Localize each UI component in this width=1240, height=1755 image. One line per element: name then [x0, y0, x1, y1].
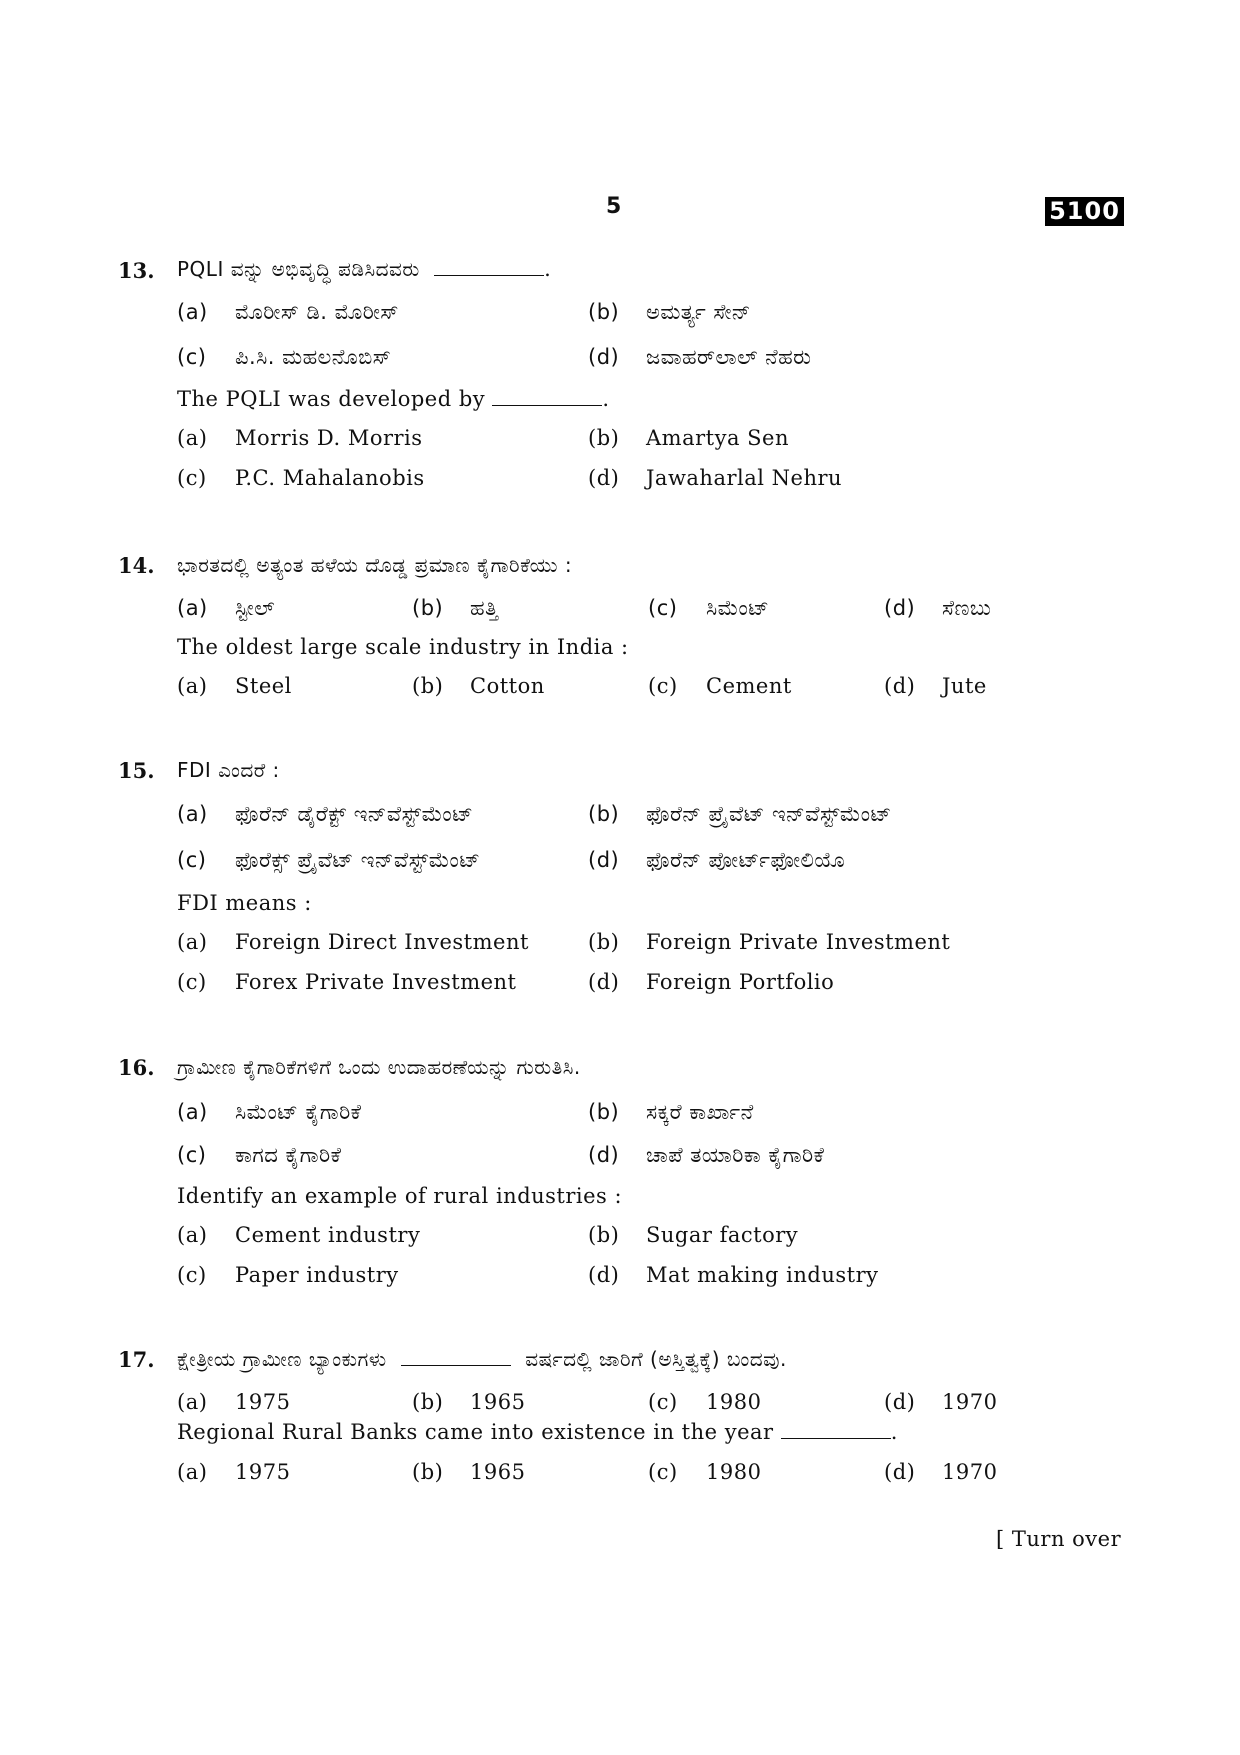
option-label: (a) [177, 426, 208, 450]
option-en-c [177, 1263, 399, 1287]
option-text: ಫೊರೆನ್ ಡೈರೆಕ್ಟ್ ಇನ್‌ವೆಸ್ಟ್‌ಮೆಂಟ್ [235, 802, 474, 826]
question-number: 13. [118, 258, 155, 283]
option-text: ಚಾಪೆ ತಯಾರಿಕಾ ಕೈಗಾರಿಕೆ [646, 1143, 825, 1167]
option-text: 1965 [470, 1460, 526, 1484]
option-kn-a [177, 1100, 361, 1125]
question-number: 16. [118, 1055, 155, 1080]
option-text: 1975 [235, 1390, 291, 1414]
option-kn-b [412, 596, 498, 621]
option-text: ಸಕ್ಕರೆ ಕಾರ್ಖಾನೆ [646, 1100, 754, 1124]
option-label: (a) [177, 802, 208, 826]
option-kn-c [177, 345, 391, 370]
option-kn-b [588, 300, 751, 325]
stem-text: PQLI ವನ್ನು ಅಭಿವೃದ್ಧಿ ಪಡಿಸಿದವರು [177, 257, 420, 281]
option-en-d [588, 466, 842, 490]
turn-over-note: [ Turn over [996, 1527, 1122, 1551]
option-text: Jute [942, 674, 987, 698]
option-text: Morris D. Morris [235, 426, 423, 450]
option-text: ಅಮರ್ತ್ಯ ಸೇನ್ [646, 300, 751, 324]
option-text: 1980 [706, 1390, 762, 1414]
option-text: Foreign Private Investment [646, 930, 951, 954]
option-text: ಸಿಮೆಂಟ್ [706, 596, 770, 620]
answer-blank [401, 1347, 511, 1366]
option-kn-c [177, 1143, 341, 1168]
stem-text: The PQLI was developed by [177, 387, 486, 411]
option-en-d [588, 970, 834, 994]
option-kn-b [412, 1390, 525, 1414]
option-kn-b [588, 1100, 754, 1125]
option-kn-d [588, 848, 845, 873]
option-label: (c) [177, 1263, 207, 1287]
question-stem-en: Identify an example of rural industries : [177, 1184, 623, 1208]
option-label: (b) [588, 300, 620, 324]
option-label: (d) [588, 848, 620, 872]
stem-text: Regional Rural Banks came into existence in the year [177, 1420, 774, 1444]
option-kn-c [648, 1390, 761, 1414]
option-label: (d) [588, 466, 620, 490]
option-label: (a) [177, 1100, 208, 1124]
question-number: 17. [118, 1347, 155, 1372]
option-en-a [177, 1460, 290, 1484]
option-label: (b) [588, 1223, 620, 1247]
option-text: Sugar factory [646, 1223, 799, 1247]
option-text: ಹತ್ತಿ [470, 596, 499, 620]
option-kn-a [177, 300, 399, 325]
option-label: (d) [588, 1263, 620, 1287]
question-number: 15. [118, 758, 155, 783]
option-label: (b) [412, 674, 444, 698]
option-text: Amartya Sen [646, 426, 789, 450]
option-label: (c) [648, 674, 678, 698]
option-text: Foreign Direct Investment [235, 930, 529, 954]
option-label: (d) [884, 1460, 916, 1484]
option-en-c [648, 674, 792, 698]
question-stem-en: The oldest large scale industry in India : [177, 635, 629, 659]
option-en-d [884, 1460, 997, 1484]
question-stem-kn: FDI ಎಂದರೆ : [177, 758, 280, 782]
option-text: 1965 [470, 1390, 526, 1414]
option-text: 1970 [942, 1390, 998, 1414]
option-text: Cement [706, 674, 792, 698]
option-kn-c [648, 596, 769, 621]
option-text: Mat making industry [646, 1263, 879, 1287]
option-text: ಸಿಮೆಂಟ್ ಕೈಗಾರಿಕೆ [235, 1100, 362, 1124]
option-label: (c) [648, 1460, 678, 1484]
option-label: (a) [177, 1460, 208, 1484]
option-en-c [177, 466, 425, 490]
option-en-b [412, 1460, 525, 1484]
answer-blank [492, 387, 602, 406]
option-label: (d) [588, 345, 620, 369]
question-stem-en: FDI means : [177, 891, 312, 915]
option-text: Steel [235, 674, 292, 698]
option-label: (d) [884, 596, 916, 620]
option-kn-b [588, 802, 892, 827]
paper-code-badge: 5100 [1045, 197, 1124, 226]
option-label: (b) [588, 802, 620, 826]
option-kn-d [588, 1143, 824, 1168]
option-label: (a) [177, 1223, 208, 1247]
option-text: 1980 [706, 1460, 762, 1484]
option-en-a [177, 930, 529, 954]
option-label: (c) [177, 345, 207, 369]
stem-text: ವರ್ಷದಲ್ಲಿ ಜಾರಿಗೆ (ಅಸ್ತಿತ್ವಕ್ಕೆ) ಬಂದವು. [525, 1347, 787, 1371]
option-text: ಜವಾಹರ್‌ಲಾಲ್ ನೆಹರು [646, 345, 812, 369]
option-label: (c) [177, 1143, 207, 1167]
option-en-c [648, 1460, 761, 1484]
option-text: 1975 [235, 1460, 291, 1484]
option-kn-c [177, 848, 480, 873]
option-en-d [884, 674, 987, 698]
option-en-b [588, 426, 789, 450]
stem-text: ಕ್ಷೇತ್ರೀಯ ಗ್ರಾಮೀಣ ಬ್ಯಾಂಕುಗಳು [177, 1347, 387, 1371]
option-label: (b) [588, 930, 620, 954]
question-stem-en: Regional Rural Banks came into existence in the year . [177, 1420, 898, 1444]
option-label: (c) [648, 596, 678, 620]
option-en-d [588, 1263, 878, 1287]
option-en-b [412, 674, 545, 698]
option-kn-d [588, 345, 811, 370]
option-label: (d) [588, 1143, 620, 1167]
option-label: (a) [177, 1390, 208, 1414]
page-number: 5 [606, 194, 622, 219]
option-en-b [588, 930, 950, 954]
option-text: Cement industry [235, 1223, 421, 1247]
question-stem-kn: ಭಾರತದಲ್ಲಿ ಅತ್ಯಂತ ಹಳೆಯ ದೊಡ್ಡ ಪ್ರಮಾಣ ಕೈಗಾರಿಕೆಯು : [177, 553, 573, 577]
option-text: P.C. Mahalanobis [235, 466, 425, 490]
answer-blank [781, 1420, 891, 1439]
option-en-b [588, 1223, 798, 1247]
option-label: (a) [177, 300, 208, 324]
option-text: Cotton [470, 674, 545, 698]
option-kn-d [884, 596, 991, 621]
option-text: 1970 [942, 1460, 998, 1484]
option-label: (a) [177, 596, 208, 620]
option-text: ಸೆಣಬು [942, 596, 992, 620]
option-kn-a [177, 596, 275, 621]
option-text: ಫೊರೆಕ್ಸ್ ಪ್ರೈವೆಟ್ ಇನ್‌ವೆಸ್ಟ್‌ಮೆಂಟ್ [235, 848, 481, 872]
question-number: 14. [118, 553, 155, 578]
option-text: ಮೊರೀಸ್ ಡಿ. ಮೊರೀಸ್ [235, 300, 399, 324]
option-text: ಕಾಗದ ಕೈಗಾರಿಕೆ [235, 1143, 342, 1167]
option-label: (c) [177, 848, 207, 872]
option-kn-a [177, 802, 473, 827]
option-text: Jawaharlal Nehru [646, 466, 843, 490]
option-kn-a [177, 1390, 290, 1414]
option-label: (d) [884, 674, 916, 698]
option-label: (c) [177, 466, 207, 490]
option-label: (a) [177, 674, 208, 698]
question-stem-kn: ಗ್ರಾಮೀಣ ಕೈಗಾರಿಕೆಗಳಿಗೆ ಒಂದು ಉದಾಹರಣೆಯನ್ನು ಗುರುತಿಸಿ. [177, 1055, 581, 1079]
option-text: ಫೊರೆನ್ ಪ್ರೈವೆಟ್ ಇನ್‌ವೆಸ್ಟ್‌ಮೆಂಟ್ [646, 802, 892, 826]
answer-blank [434, 257, 544, 276]
option-label: (b) [412, 1390, 444, 1414]
option-en-a [177, 1223, 420, 1247]
option-text: Paper industry [235, 1263, 399, 1287]
question-stem-kn: PQLI ವನ್ನು ಅಭಿವೃದ್ಧಿ ಪಡಿಸಿದವರು . [177, 257, 552, 281]
option-label: (c) [177, 970, 207, 994]
option-label: (a) [177, 930, 208, 954]
option-label: (b) [588, 1100, 620, 1124]
option-label: (b) [412, 1460, 444, 1484]
option-label: (c) [648, 1390, 678, 1414]
option-label: (d) [588, 970, 620, 994]
option-en-c [177, 970, 517, 994]
option-text: ಪಿ.ಸಿ. ಮಹಲನೊಬಿಸ್ [235, 345, 392, 369]
option-text: ಸ್ಟೀಲ್ [235, 596, 276, 620]
question-stem-en: The PQLI was developed by . [177, 387, 610, 411]
option-text: Foreign Portfolio [646, 970, 835, 994]
option-en-a [177, 674, 292, 698]
option-label: (d) [884, 1390, 916, 1414]
option-en-a [177, 426, 423, 450]
option-kn-d [884, 1390, 997, 1414]
option-text: Forex Private Investment [235, 970, 517, 994]
option-text: ಫೊರೆನ್ ಪೋರ್ಟ್‌ಫೋಲಿಯೊ [646, 848, 846, 872]
option-label: (b) [412, 596, 444, 620]
question-stem-kn [177, 1347, 787, 1371]
option-label: (b) [588, 426, 620, 450]
